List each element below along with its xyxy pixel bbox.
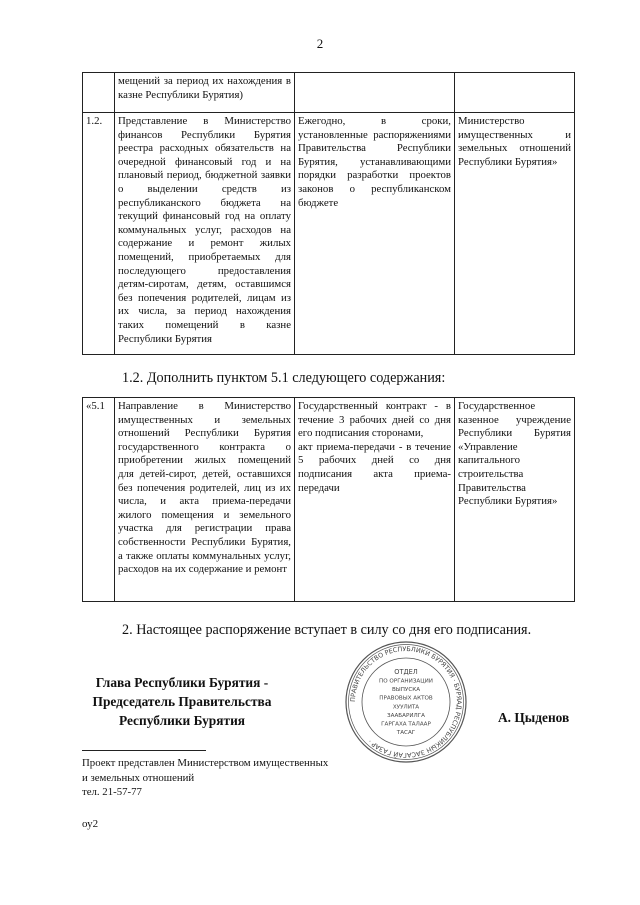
page-number: 2 xyxy=(316,36,324,51)
footnote-line: и земельных отношений xyxy=(82,771,195,784)
signature-title xyxy=(82,673,282,730)
table-row xyxy=(83,113,575,355)
document-code: оу2 xyxy=(82,818,99,830)
seal-center-line: ЗААБАРИЛГА xyxy=(387,712,425,719)
plan-table-2 xyxy=(82,397,575,602)
seal-ring-text: ПРАВИТЕЛЬСТВО РЕСПУБЛИКИ БУРЯТИЯ · БУРЯАД РЕСПУБЛИКЫН ЗАСАГАЙ ГАЗАР · xyxy=(348,644,464,760)
paragraph-1-2: 1.2. Дополнить пунктом 5.1 следующего содержания: xyxy=(122,370,446,386)
official-seal-icon xyxy=(344,640,468,764)
plan-table-1 xyxy=(82,72,575,355)
table-cell-term xyxy=(295,73,455,113)
footnote-phone: тел. 21-57-77 xyxy=(82,786,142,798)
seal-center-line: ГАРГАХА ТАЛААР xyxy=(381,721,431,728)
signature-title-line: Председатель Правительства xyxy=(92,694,272,709)
table-cell-executor: Министерство имущественных и земельных отношений Республики Бурятия» xyxy=(455,113,575,355)
seal-center-line: ХУУЛИТА xyxy=(392,704,420,711)
table-cell-action: Представление в Министерство финансов Республики Бурятия реестра расходных обязательств на очередной финансовый год и на плановый период, бюджетной заявки о выделении средств из республиканского бюджета на текущий финансовый год на оплату коммунальных услуг, расходов на содержание и ремонт жилых помещений, приобретаемых для последующего предоставления детям-сиротам, детям, оставшимся без попечения родителей, лицам из их числа, за период нахождения таких помещений в казне Республики Бурятия xyxy=(115,113,295,355)
seal-center-line: ПО ОРГАНИЗАЦИИ xyxy=(379,678,433,685)
footnote xyxy=(82,756,328,800)
table-cell-executor xyxy=(455,73,575,113)
table-cell-term: Государственный контракт - в течение 3 рабочих дней со дня его подписания сторонами, акт приема-передачи - в течение 5 рабочих дней со дня подписания акта приема-передачи xyxy=(295,398,455,602)
footnote-line: Проект представлен Министерством имущественных xyxy=(82,757,329,769)
signature-name: А. Цыденов xyxy=(498,710,570,725)
seal-center-line: ВЫПУСКА xyxy=(391,687,421,694)
seal-center-line: ОТДЕЛ xyxy=(394,667,418,676)
seal-center-line: ТАСАГ xyxy=(396,730,416,737)
paragraph-2: 2. Настоящее распоряжение вступает в силу со дня его подписания. xyxy=(122,622,532,638)
seal-center-line: ПРАВОВЫХ АКТОВ xyxy=(379,695,433,702)
table-cell-executor: Государственное казенное учреждение Республики Бурятия «Управление капитального строительства Правительства Республики Бурятия» xyxy=(455,398,575,602)
table-cell-num: 1.2. xyxy=(83,113,115,355)
table-cell-term: Ежегодно, в сроки, установленные распоряжениями Правительства Республики Бурятия, устанавливающими порядки разработки проектов законов о республиканском бюджете xyxy=(295,113,455,355)
signature-title-line: Республики Бурятия xyxy=(118,713,246,728)
table-row xyxy=(83,398,575,602)
table-cell-num xyxy=(83,73,115,113)
table-row xyxy=(83,73,575,113)
signature-title-line: Глава Республики Бурятия - xyxy=(95,675,269,690)
footnote-divider xyxy=(82,750,206,751)
table-cell-num: «5.1 xyxy=(83,398,115,602)
svg-text:ПРАВИТЕЛЬСТВО РЕСПУБЛИКИ БУРЯТ xyxy=(349,645,463,759)
table-cell-action: Направление в Министерство имущественных и земельных отношений Республики Бурятия государственного контракта о приобретении жилых помещений для детей-сирот, детей, оставшихся без попечения родителей, лиц из их числа, и акта приема-передачи жилого помещения и земельного участка для регистрации права собственности Республики Бурятия, а также оплаты коммунальных услуг, расходов на их содержание и ремонт xyxy=(115,398,295,602)
table-cell-action: мещений за период их нахождения в казне Республики Бурятия) xyxy=(115,73,295,113)
